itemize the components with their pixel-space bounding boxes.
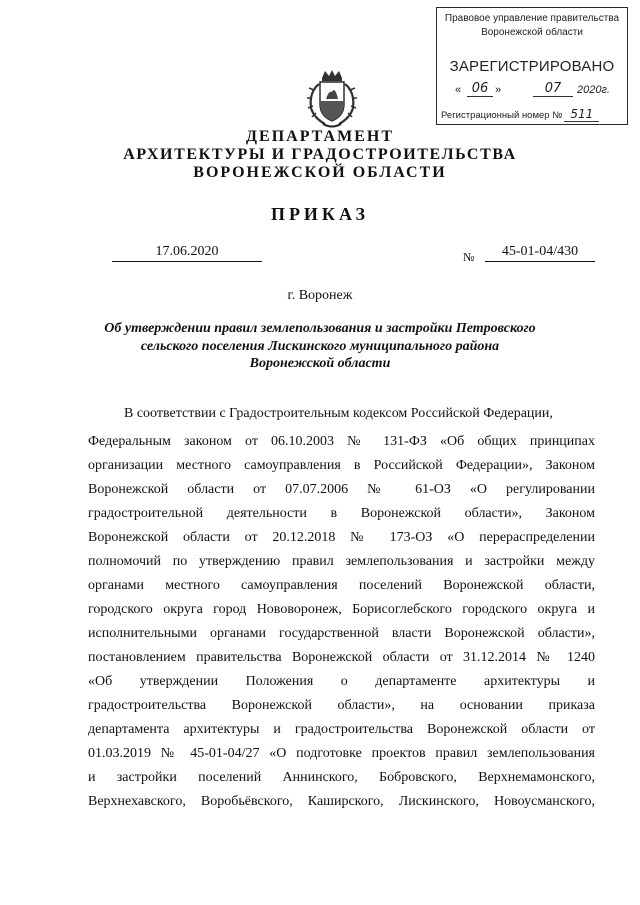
- order-date: 17.06.2020: [112, 244, 262, 262]
- body-line: департамента архитектуры и градостроительства Воронежской области от: [88, 722, 595, 737]
- body-line: В соответствии с Градостроительным кодексом Российской Федерации,: [124, 406, 553, 421]
- order-number-sign: №: [463, 250, 475, 264]
- body-line: и застройки поселений Аннинского, Бобровского, Верхнемамонского,: [88, 770, 595, 785]
- stamp-reg-number-value: 511: [564, 107, 599, 122]
- body-line: 01.03.2019 № 45-01-04/27 «О подготовке проектов правил землепользования: [88, 746, 595, 761]
- body-line: исполнительными органами государственной власти Воронежской области»,: [88, 626, 595, 641]
- body-line: постановлением правительства Воронежской области от 31.12.2014 № 1240: [88, 650, 595, 665]
- subject-title: [100, 320, 540, 373]
- stamp-month: 07: [533, 81, 573, 97]
- stamp-day: 06: [467, 81, 493, 97]
- department-line2: АРХИТЕКТУРЫ И ГРАДОСТРОИТЕЛЬСТВА: [123, 146, 517, 163]
- subject-line: сельского поселения Лискинского муниципального района: [140, 338, 500, 354]
- stamp-quote-open: «: [455, 84, 462, 96]
- document-type-title: ПРИКАЗ: [270, 204, 370, 224]
- body-line: органами местного самоуправления поселений Воронежской области,: [88, 578, 595, 593]
- body-line: Воронежской области от 20.12.2018 № 173-ОЗ «О перераспределении: [88, 530, 595, 545]
- subject-line: Воронежской области: [249, 356, 391, 371]
- stamp-org-line1: Правовое управление правительства: [444, 13, 620, 24]
- stamp-org-line2: Воронежской области: [481, 27, 583, 38]
- stamp-reg-number-label: Регистрационный номер №: [441, 110, 563, 121]
- voronezh-coat-of-arms-icon: [305, 68, 359, 130]
- stamp-quote-close: »: [495, 84, 502, 96]
- body-line: полномочий по утверждению правил землепользования и застройки между: [88, 554, 595, 569]
- body-line: Верхнехавского, Воробьёвского, Каширского, Лискинского, Новоусманского,: [88, 794, 595, 809]
- department-line1: ДЕПАРТАМЕНТ: [246, 128, 394, 145]
- body-line: «Об утверждении Положения о департаменте архитектуры и: [88, 674, 595, 689]
- body-line: организации местного самоуправления в Российской Федерации», Законом: [88, 458, 595, 473]
- stamp-year: 2020г.: [577, 84, 610, 96]
- body-line: Воронежской области от 07.07.2006 № 61-ОЗ «О регулировании: [88, 482, 595, 497]
- city: г. Воронеж: [287, 288, 353, 303]
- stamp-reg-number: [441, 107, 599, 121]
- department-line3: ВОРОНЕЖСКОЙ ОБЛАСТИ: [193, 164, 447, 181]
- body-line: Федеральным законом от 06.10.2003 № 131-ФЗ «Об общих принципах: [88, 434, 595, 449]
- order-number: 45-01-04/430: [485, 244, 595, 262]
- registration-stamp: [436, 7, 628, 125]
- stamp-registered: ЗАРЕГИСТРИРОВАНО: [449, 58, 615, 75]
- body-line: градостроительства Воронежской области», на основании приказа: [88, 698, 595, 713]
- body-line: городского округа город Нововоронеж, Борисоглебского городского округа и: [88, 602, 595, 617]
- subject-line: Об утверждении правил землепользования и застройки Петровского: [104, 321, 536, 336]
- body-line: градостроительной деятельности в Воронежской области», Законом: [88, 506, 595, 521]
